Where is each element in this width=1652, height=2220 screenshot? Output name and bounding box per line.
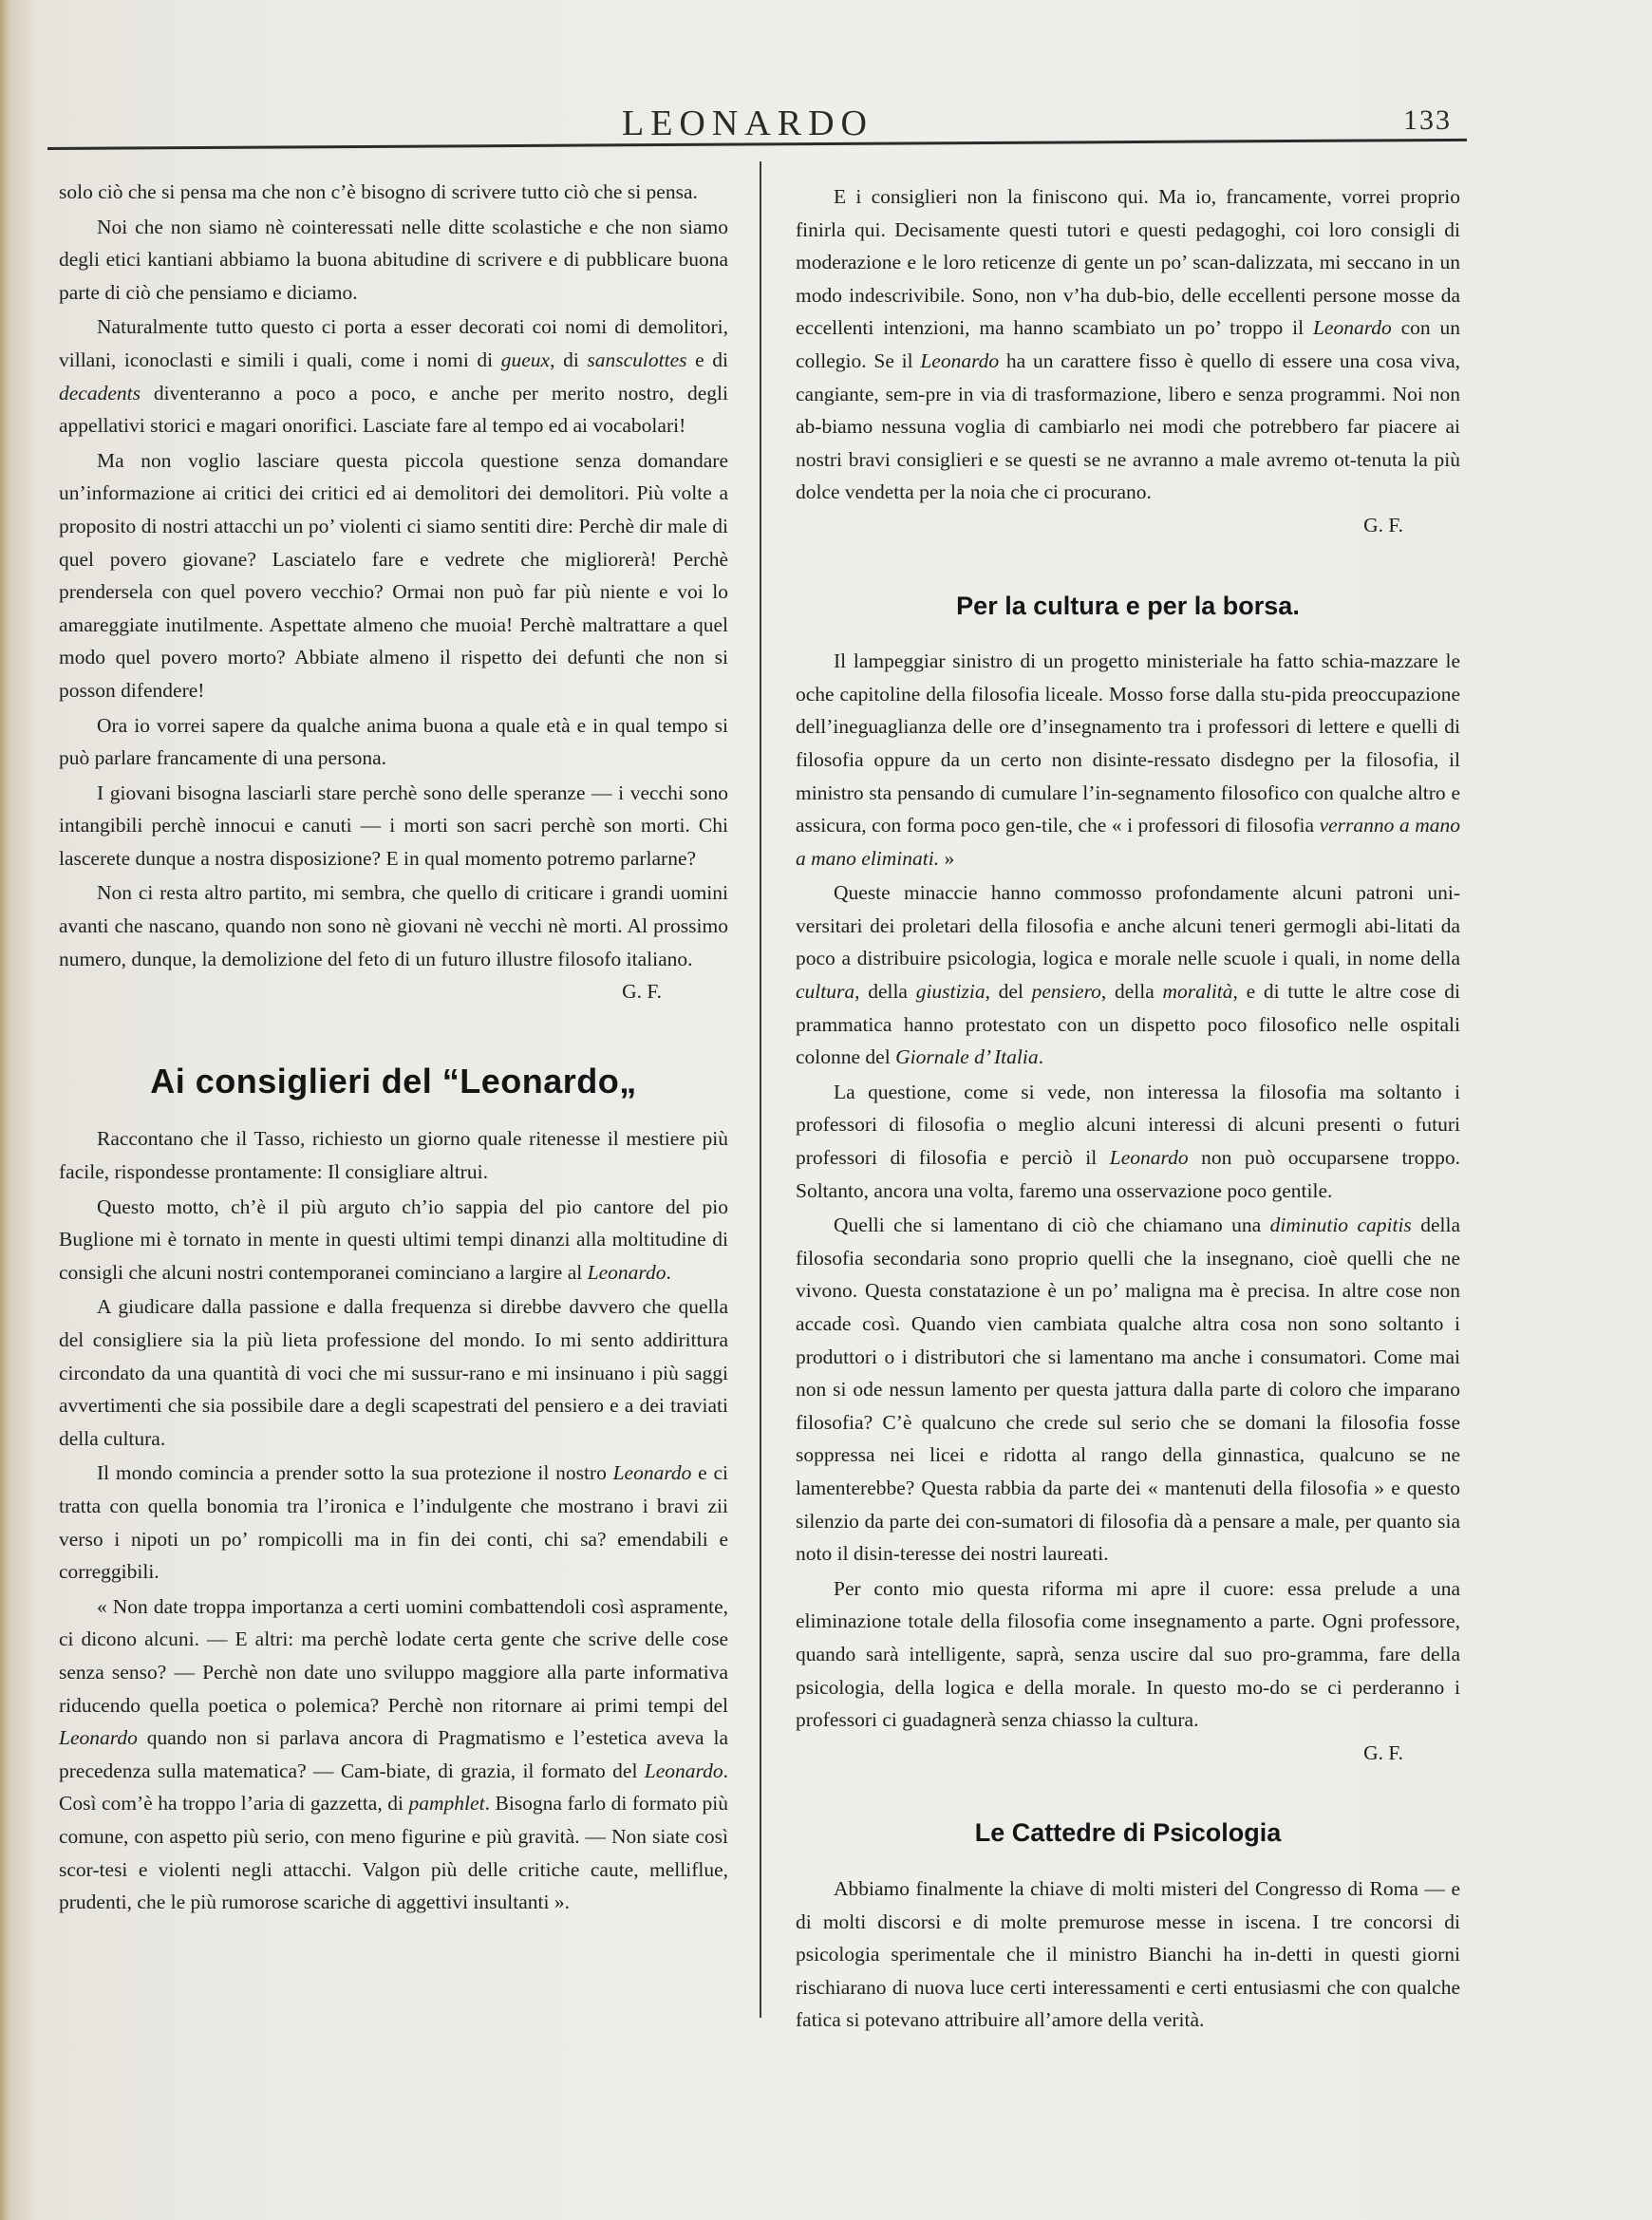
text-run: Non ci resta altro partito, mi sembra, che quello di criticare i grandi uomini avanti che nascano, quando non sono nè giovani nè vecchi nè morti. Al prossimo numero, dunque, la demolizione del feto di un futuro illustre filosofo italiano. — [59, 881, 728, 970]
left-column — [59, 176, 728, 1919]
journal-title: LEONARDO — [622, 103, 873, 143]
text-run: . Così com’è ha troppo l’aria di gazzetta, di — [59, 1759, 728, 1816]
continued-consiglieri — [796, 180, 1460, 542]
paragraph — [59, 211, 728, 310]
text-run: e ci tratta con quella bonomia tra l’ironica e l’indulgente che mostrano i bravi zii verso i nipoti un po’ rompicolli ma in fin dei conti, chi sa? emendabili e correggibili. — [59, 1461, 728, 1584]
paragraph — [59, 709, 728, 775]
text-run: e di — [686, 348, 728, 371]
text-run: Noi che non siamo nè cointeressati nelle ditte scolastiche e che non siamo degli etici kantiani abbiamo la buona abitudine di scrivere e di pubblicare buona parte di ciò che pensiamo e diciamo. — [59, 215, 728, 304]
paragraph — [59, 1122, 728, 1188]
paragraph — [59, 1290, 728, 1455]
paragraph — [59, 876, 728, 975]
paragraph — [59, 1191, 728, 1289]
italic-text: decadents — [59, 381, 141, 404]
italic-text: Leonardo — [920, 348, 1000, 372]
text-run: » — [939, 846, 955, 870]
text-run: quando non si parlava ancora di Pragmatismo e l’estetica aveva la precedenza sulla matematica? — Cam-biate, di grazia, il formato del — [59, 1726, 728, 1782]
article-title: Le Cattedre di Psicologia — [974, 1818, 1282, 1848]
text-run: solo ciò che si pensa ma che non c’è bisogno di scrivere tutto ciò che si pensa. — [59, 180, 698, 203]
text-run: Il lampeggiar sinistro di un progetto ministeriale ha fatto schia-mazzare le oche capitoline della filosofia liceale. Mosso forse dalla stu-pida preoccupazione dell’ineguaglianza delle ore d’insegnamento tra i professori di lettere e quelli di filosofia oppure da un certo non disinte-ressato disdegno per la filosofia, il ministro sta pensando di cumulare l’in-segnamento filosofico con qualche altro e assicura, con forma poco gen-tile, che « i professori di filosofia — [796, 649, 1460, 837]
text-run: . — [666, 1260, 671, 1284]
paragraph — [796, 645, 1460, 875]
text-run: Queste minaccie hanno commosso profondamente alcuni patroni uni-versitari dei proletari della filosofia e anche alcuni teneri germogli abi-litati da poco a distribuire psicologia, logica e morale nelle scuole i quali, in nome della — [796, 881, 1460, 970]
paragraph — [59, 444, 728, 707]
text-run: della filosofia secondaria sono proprio quelli che la insegnano, cioè quelli che ne vivono. Questa constatazione è un po’ maligna ma è precisa. In altre cose non accade così. Quando vien cambiata qualche altra cosa non sono soltanto i produttori o i distributori che si lamentano ma anche i consumatori. Come mai non si ode nessun lamento per questa jattura dalla parte di coloro che imparano filosofia? C’è qualcuno che crede sul serio che se domani la filosofia fosse soppressa nei licei e ridotta al rango della ginnastica, qualcuno se ne lamenterebbe? Questa rabbia da parte dei « mantenuti della filosofia » e questo silenzio da parte dei con-sumatori di filosofia dà a pensare a male, per quanto sia noto il disin-teresse dei nostri laureati. — [796, 1213, 1461, 1566]
paragraph — [796, 180, 1460, 509]
author-signature: G. F. — [622, 980, 662, 1004]
text-run: ha un carattere fisso è quello di essere una cosa viva, cangiante, sem-pre in via di trasformazione, libero e senza programmi. Noi non ab-biamo nessuna voglia di cambiarlo nei modi che potrebbero far piacere ai nostri bravi consiglieri e se questi se ne avranno a male avremo ot-tenuta la più dolce vendetta per la noia che ci procurano. — [796, 348, 1460, 504]
paragraph — [59, 176, 728, 209]
paragraph — [59, 1590, 728, 1919]
text-run: , del — [985, 980, 1032, 1004]
text-run: Quelli che si lamentano di ciò che chiamano una — [834, 1213, 1270, 1237]
text-run: Il mondo comincia a prender sotto la sua protezione il nostro — [97, 1461, 613, 1485]
article-cultura-borsa — [796, 590, 1460, 1770]
italic-text: giustizia — [915, 980, 986, 1004]
text-run: I giovani bisogna lasciarli stare perchè sono delle speranze — i vecchi sono intangibili perchè innocui e canuti — i morti son sacri perchè son morti. Chi lascerete dunque a nostra disposizione? E in qual momento potremo parlarne? — [59, 781, 728, 870]
text-run: , di — [550, 348, 588, 371]
italic-text: verranno a mano a mano eliminati. — [796, 814, 1460, 870]
paragraph — [59, 777, 728, 875]
text-run: « Non date troppa importanza a certi uomini combattendoli così aspramente, ci dicono alcuni. — E altri: ma perchè lodate certa gente che scrive delle cose senza senso? — Perchè non date uno sviluppo maggiore alla parte informativa riducendo quella poetica o polemica? Perchè non ritornare ai primi tempi del — [59, 1594, 728, 1717]
italic-text: Giornale d’ Italia — [895, 1045, 1039, 1069]
text-run: Abbiamo finalmente la chiave di molti misteri del Congresso di Roma — e di molti discorsi e di molte premurose messe in iscena. I tre concorsi di psicologia sperimentale che il ministro Bianchi ha in-detti in questi giorni rischiarano di nuova luce certi interessamenti e certi entusiasmi che con qualche fatica si potevano attribuire all’amore della verità. — [796, 1876, 1460, 2032]
italic-text: moralità — [1162, 980, 1233, 1004]
italic-text: Leonardo — [59, 1726, 138, 1750]
page-number: 133 — [1403, 104, 1452, 136]
italic-text: pensiero — [1031, 980, 1101, 1004]
text-run: . Bisogna farlo di formato più comune, con aspetto più serio, con meno figurine e più gravità. — Non siate così scor-tesi e violenti negli attacchi. Valgon più delle critiche caute, melliflue, prudenti, che le più rumorose scariche di aggettivi insultanti ». — [59, 1792, 728, 1914]
paragraph — [796, 1209, 1460, 1571]
column-divider — [760, 161, 761, 2018]
article-title: Ai consiglieri del “Leonardo„ — [150, 1061, 637, 1101]
text-run: La questione, come si vede, non interessa la filosofia ma soltanto i professori di filosofia o meglio alcuni interessi di alcuni presenti o futuri professori di filosofia e perciò il — [796, 1080, 1460, 1170]
text-run: diventeranno a poco a poco, e anche per merito nostro, degli appellativi storici e magari onorifici. Lasciate fare al tempo ed ai vocabolari! — [59, 381, 728, 438]
paragraph — [796, 1572, 1460, 1737]
italic-text: Leonardo — [1109, 1146, 1189, 1170]
italic-text: Leonardo — [1312, 316, 1392, 340]
paragraph — [796, 1872, 1460, 2037]
text-run: E i consiglieri non la finiscono qui. Ma io, francamente, vorrei proprio finirla qui. Decisamente questi tutori e questi pedagoghi, coi loro consigli di moderazione e le loro reticenze di gente un po’ scan-dalizzata, mi seccano in un modo indescrivibile. Sono, non v’ha dub-bio, delle eccellenti persone mosse da eccellenti intenzioni, ma hanno scambiato un po’ troppo il — [796, 185, 1460, 340]
paragraph — [59, 310, 728, 442]
text-run: . — [1038, 1045, 1043, 1069]
paragraph — [796, 876, 1460, 1074]
italic-text: Leonardo — [612, 1461, 692, 1485]
italic-text: Leonardo — [644, 1759, 723, 1782]
paragraph — [796, 1076, 1460, 1207]
right-column — [796, 180, 1460, 2037]
text-run: con un collegio. Se il — [796, 316, 1460, 372]
article-title: Per la cultura e per la borsa. — [956, 591, 1300, 620]
text-run: Raccontano che il Tasso, richiesto un giorno quale ritenesse il mestiere più facile, rispondesse prontamente: Il consigliare altrui. — [59, 1127, 728, 1184]
italic-text: diminutio capitis — [1269, 1213, 1412, 1237]
text-run: Questo motto, ch’è il più arguto ch’io sappia del pio cantore del pio Buglione mi è tornato in mente in questi ultimi tempi dinanzi alla moltitudine di consigli che alcuni nostri contemporanei cominciano a largire al — [59, 1195, 728, 1284]
italic-text: Leonardo — [587, 1260, 666, 1284]
italic-text: cultura — [796, 980, 855, 1004]
text-run: , della — [854, 980, 916, 1004]
text-run: Ora io vorrei sapere da qualche anima buona a quale età e in qual tempo si può parlare francamente di una persona. — [59, 713, 728, 770]
text-run: A giudicare dalla passione e dalla frequenza si direbbe davvero che quella del consigliere sia la più lieta professione del mondo. Io mi sento addirittura circondato da una quantità di voci che mi sussur-rano e mi insinuano i più saggi avvertimenti che sia possibile dare a degli scapestrati del pensiero e a dei traviati della cultura. — [59, 1295, 728, 1450]
continued-article — [59, 176, 728, 1008]
paragraph — [59, 1457, 728, 1588]
author-signature: G. F. — [1363, 513, 1403, 536]
article-cattedre — [796, 1816, 1460, 2037]
italic-text: sansculottes — [587, 348, 687, 371]
text-run: non può occuparsene troppo. Soltanto, ancora una volta, faremo una osservazione poco gentile. — [796, 1146, 1461, 1202]
text-run: , e di tutte le altre cose di prammatica hanno protestato con un dispetto poco filosofico nelle ospitali colonne del — [796, 980, 1460, 1069]
text-run: , della — [1100, 980, 1163, 1004]
text-run: Ma non voglio lasciare questa piccola questione senza domandare un’informazione ai critici dei critici ed ai demolitori dei demolitori. Più volte a proposito di nostri attacchi un po’ violenti ci siamo sentiti dire: Perchè dir male di quel povero giovane? Lasciatelo fare e vedrete che migliorerà! Perchè prendersela con quel povero vecchio? Ormai non può far più niente e voi lo amareggiate inutilmente. Aspettate almeno che muoia! Perchè maltrattare a quel modo quel povero morto? Abbiate almeno il rispetto dei defunti che non si posson difendere! — [59, 448, 728, 702]
article-consiglieri — [59, 1061, 728, 1919]
italic-text: gueux — [500, 348, 551, 371]
text-run: Naturalmente tutto questo ci porta a esser decorati coi nomi di demolitori, villani, iconoclasti e simili i quali, come i nomi di — [59, 315, 728, 371]
author-signature: G. F. — [1363, 1740, 1403, 1764]
italic-text: pamphlet — [408, 1792, 485, 1816]
text-run: Per conto mio questa riforma mi apre il cuore: essa prelude a una eliminazione totale della filosofia come insegnamento a parte. Ogni professore, quando sarà intelligente, saprà, senza uscire dal suo pro-gramma, fare della psicologia, della logica e della morale. In questo mo-do se ci perderanno i professori ci guadagnerà senza chiasso la cultura. — [796, 1576, 1460, 1732]
